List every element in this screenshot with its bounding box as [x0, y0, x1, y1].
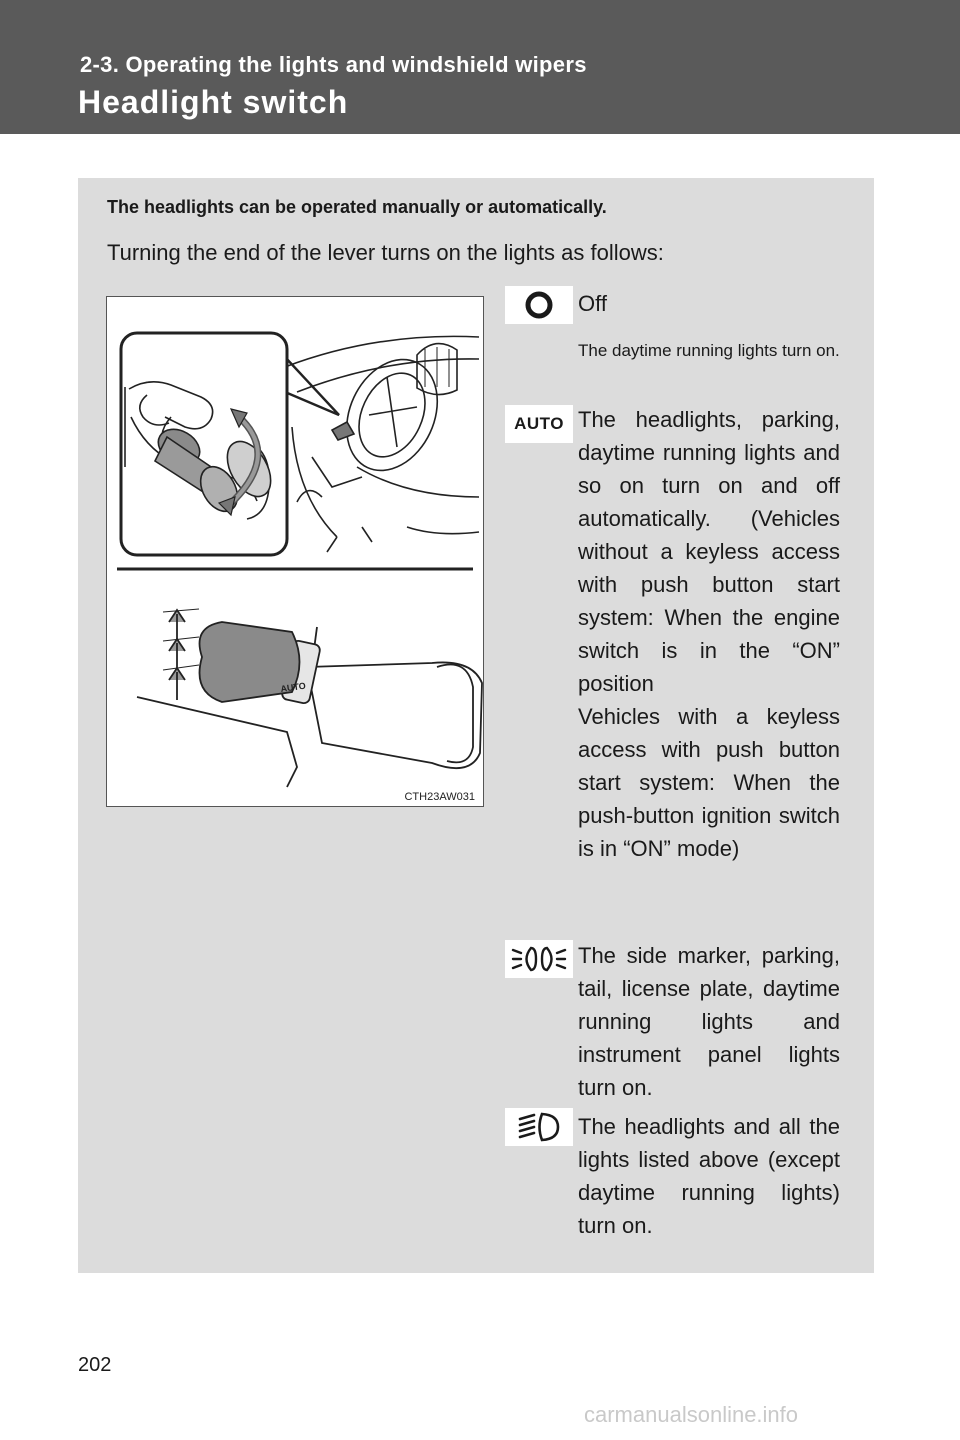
side-marker-icon-box: [505, 940, 573, 978]
lead-text: Turning the end of the lever turns on the lights as follows:: [107, 240, 664, 265]
item-side-marker-label: The side marker, parking, tail, license plate, daytime running lights and instrument panel lights turn on.: [578, 943, 840, 1100]
lever-illustration: [106, 296, 484, 807]
headlight-icon: [514, 1110, 564, 1144]
item-auto-label: The headlights, parking, daytime running lights and so on turn on and off automatically. (Vehicles without a keyless access with push button start system: When the engine switch is in the “ON” position Vehicles with a keyless access with push button start system: When the push-button ignition switch is in “ON” mode): [578, 407, 840, 861]
item-headlight-label: The headlights and all the lights listed above (except daytime running lights) turn on.: [578, 1114, 840, 1238]
off-circle-icon: [522, 288, 556, 322]
page-number: 202: [78, 1354, 112, 1376]
section-label: 2-3. Operating the lights and windshield wipers: [80, 52, 587, 77]
off-icon-box: [505, 286, 573, 324]
item-off-note: The daytime running lights turn on.: [578, 341, 840, 360]
figure-code: CTH23AW031: [404, 791, 475, 803]
lever-drawing: [107, 297, 484, 807]
lever-auto-label: AUTO: [279, 680, 307, 694]
page-header: [0, 0, 960, 134]
auto-icon-box: [505, 405, 573, 443]
item-off-label: Off: [578, 291, 607, 316]
side-marker-lights-icon: [509, 942, 569, 976]
auto-icon: AUTO: [514, 414, 564, 433]
page-heading: Headlight switch: [78, 84, 349, 120]
footer-watermark: carmanualsonline.info: [584, 1402, 799, 1427]
headlight-icon-box: [505, 1108, 573, 1146]
intro-text: The headlights can be operated manually or automatically.: [107, 197, 607, 217]
